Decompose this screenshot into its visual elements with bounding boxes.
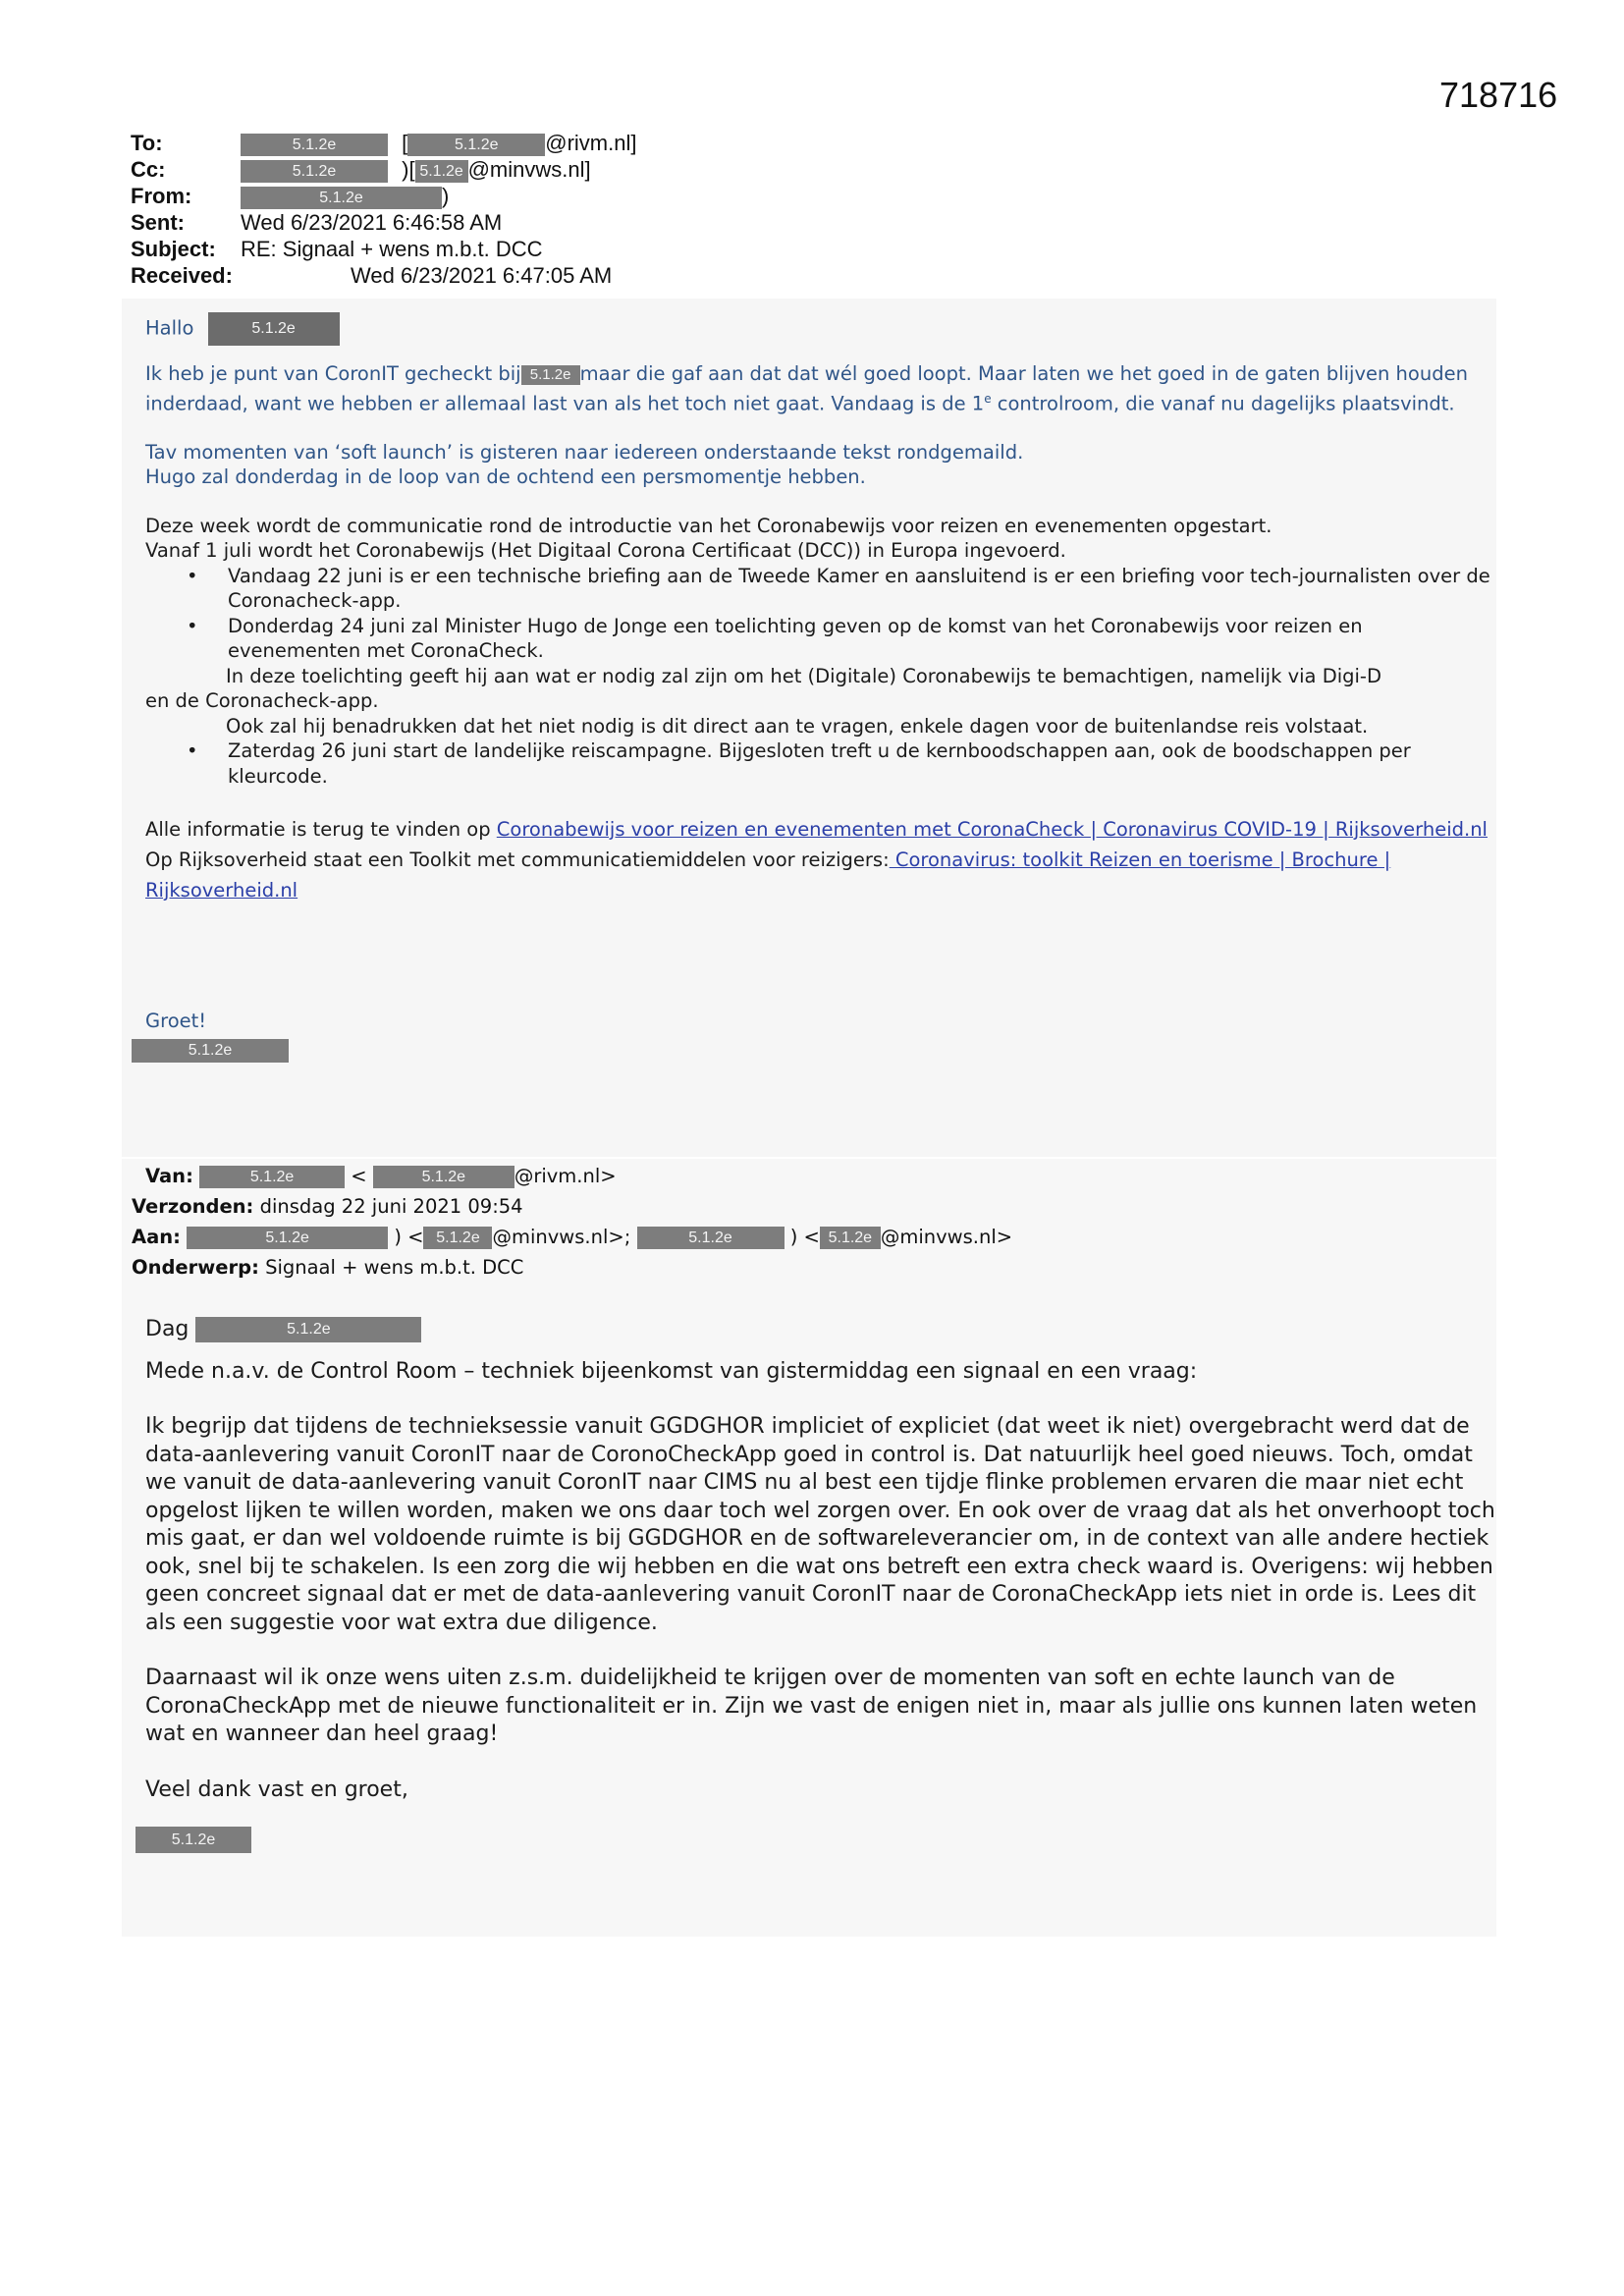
reply-closing: Groet! xyxy=(145,1010,207,1032)
onderwerp-value: Signaal + wens m.b.t. DCC xyxy=(265,1256,524,1279)
redaction-box: 5.1.2e xyxy=(241,187,442,209)
sent-value: Wed 6/23/2021 6:46:58 AM xyxy=(241,210,503,235)
subject-value: RE: Signaal + wens m.b.t. DCC xyxy=(241,237,543,261)
toolkit-link[interactable]: Coronavirus: toolkit Reizen en toerisme | Brochure | Rijksoverheid.nl xyxy=(145,848,1391,902)
redaction-box: 5.1.2e xyxy=(132,1039,289,1063)
verzonden-value: dinsdag 22 juni 2021 09:54 xyxy=(259,1195,523,1218)
redaction-box: 5.1.2e xyxy=(637,1227,785,1249)
to-label: To: xyxy=(131,131,163,155)
toolkit-line: Op Rijksoverheid staat een Toolkit met communicatiemiddelen voor reizigers: Coronavirus: toolkit Reizen en toerisme | Brochure | Rijksoverheid.nl xyxy=(145,848,1391,902)
bullet-item-3: • Zaterdag 26 juni start de landelijke reiscampagne. Bijgesloten treft u de kernboodschappen aan, ook de boodschappen per kleurcode. xyxy=(187,739,1411,788)
original-paragraph-3: Daarnaast wil ik onze wens uiten z.s.m. duidelijkheid te krijgen over de momenten van soft en echte launch van de CoronaCheckApp met de nieuwe functionaliteit er in. Zijn we vast de enigen niet in, maar als jullie ons kunnen laten weten wat en wanneer dan heel graag! xyxy=(145,1666,1478,1746)
redaction-box: 5.1.2e xyxy=(423,1227,492,1249)
original-greeting: Dag xyxy=(145,1317,189,1341)
from-suffix: ) xyxy=(442,184,450,208)
redaction-box: 5.1.2e xyxy=(187,1227,388,1249)
reply-greeting: Hallo xyxy=(145,316,194,340)
onderwerp-label: Onderwerp: xyxy=(132,1256,259,1279)
quoted-announcement xyxy=(145,514,1490,906)
document-number: 718716 xyxy=(1439,75,1558,115)
received-value: Wed 6/23/2021 6:47:05 AM xyxy=(351,263,613,288)
announcement-intro-1: Deze week wordt de communicatie rond de introductie van het Coronabewijs voor reizen en evenementen opgestart. xyxy=(145,514,1272,537)
aan-domain-1: @minvws.nl>; xyxy=(492,1226,631,1248)
van-label: Van: xyxy=(145,1165,193,1187)
received-label: Received: xyxy=(131,263,233,288)
from-label: From: xyxy=(131,184,192,208)
van-row: Van: 5.1.2e < 5.1.2e @rivm.nl> xyxy=(145,1165,617,1187)
reply-paragraph-2-line-2: Hugo zal donderdag in de loop van de ochtend een persmomentje hebben. xyxy=(145,465,866,488)
aan-domain-2: @minvws.nl> xyxy=(880,1226,1013,1248)
info-line: Alle informatie is terug te vinden op Coronabewijs voor reizen en evenementen met CoronaCheck | Coronavirus COVID-19 | Rijksoverheid.nl xyxy=(145,818,1488,841)
original-paragraph-2: Ik begrijp dat tijdens de technieksessie vanuit GGDGHOR impliciet of expliciet (dat weet ik niet) overgebracht werd dat de data-aanlevering vanuit CoronIT naar de CoronoCheckApp goed in control is. Dat natuurlijk heel goed nieuws. Toch, omdat we vanuit de data-aanlevering vanuit CoronIT naar CIMS nu al best een tijdje flinke problemen ervaren die maar niet echt opgelost lijken te willen worden, maken we ons daar toch wel zorgen over. En ook over de vraag dat als het onverhoopt toch mis gaat, er dan wel voldoende ruimte is bij GGDGHOR en de softwareleverancier om, in de context van alle andere hectiek ook, snel bij te schakelen. Is een zorg die wij hebben en die wat ons betreft een extra check waard is. Overigens: wij hebben geen concreet signaal dat er met de data-aanlevering vanuit CoronIT naar de CoronaCheckApp iets niet in orde is. Lees dit als een suggestie voor wat extra due diligence. xyxy=(145,1414,1495,1635)
cc-label: Cc: xyxy=(131,157,166,182)
redaction-box: 5.1.2e xyxy=(241,134,388,156)
redaction-box: 5.1.2e xyxy=(521,365,580,385)
redaction-box: 5.1.2e xyxy=(407,134,545,156)
aan-label: Aan: xyxy=(132,1226,181,1248)
redaction-box: 5.1.2e xyxy=(135,1827,251,1853)
reply-paragraph-1: Ik heb je punt van CoronIT gecheckt bij 5.1.2e maar die gaf aan dat dat wél goed loopt. Maar laten we het goed in de gaten blijven houden inderdaad, want we hebben er allemaal last van als het toch niet gaat. Vandaag is de 1e controlroom, die vanaf nu dagelijks plaatsvindt. xyxy=(145,362,1468,414)
reply-body xyxy=(145,312,1490,1063)
bullet-2-continuation-1b: en de Coronacheck-app. xyxy=(145,689,379,712)
info-link[interactable]: Coronabewijs voor reizen en evenementen met CoronaCheck | Coronavirus COVID-19 | Rijksoverheid.nl xyxy=(496,818,1488,841)
aan-row: Aan: 5.1.2e ) < 5.1.2e @minvws.nl>; 5.1.2e ) < 5.1.2e @minvws.nl> xyxy=(132,1226,1013,1248)
subject-label: Subject: xyxy=(131,237,216,261)
redaction-box: 5.1.2e xyxy=(373,1166,514,1188)
bullet-icon: • xyxy=(187,564,198,587)
bullet-2-continuation-2: Ook zal hij benadrukken dat het niet nodig is dit direct aan te vragen, enkele dagen voor de buitenlandse reis volstaat. xyxy=(226,714,1369,738)
cc-domain: @minvws.nl] xyxy=(467,157,591,182)
bullet-icon: • xyxy=(187,614,198,637)
redaction-box: 5.1.2e xyxy=(415,160,468,183)
bullet-item-2: • Donderdag 24 juni zal Minister Hugo de Jonge een toelichting geven op de komst van het Coronabewijs voor reizen en evenementen met CoronaCheck. xyxy=(187,614,1363,662)
onderwerp-row xyxy=(132,1252,1012,1283)
reply-paragraph-2-line-1: Tav momenten van ‘soft launch’ is gisteren naar iedereen onderstaande tekst rondgemaild. xyxy=(145,440,1024,464)
to-domain: @rivm.nl] xyxy=(545,131,637,155)
redaction-box: 5.1.2e xyxy=(241,160,388,183)
original-message-body xyxy=(145,1316,1500,1854)
announcement-intro-2: Vanaf 1 juli wordt het Coronabewijs (Het Digitaal Corona Certificaat (DCC)) in Europa ingevoerd. xyxy=(145,539,1066,562)
redaction-box: 5.1.2e xyxy=(820,1227,881,1249)
original-paragraph-1: Mede n.a.v. de Control Room – techniek bijeenkomst van gistermiddag een signaal en een vraag: xyxy=(145,1358,1198,1384)
redaction-box: 5.1.2e xyxy=(195,1317,421,1342)
bullet-item-1: • Vandaag 22 juni is er een technische briefing aan de Tweede Kamer en aansluitend is er een briefing voor tech-journalisten over de Coronacheck-app. xyxy=(187,564,1490,612)
original-message-header xyxy=(132,1161,1012,1283)
sent-label: Sent: xyxy=(131,210,185,235)
redaction-box: 5.1.2e xyxy=(208,312,340,346)
van-domain: @rivm.nl> xyxy=(514,1165,617,1187)
bullet-icon: • xyxy=(187,739,198,762)
verzonden-label: Verzonden: xyxy=(132,1195,254,1218)
redaction-box: 5.1.2e xyxy=(199,1166,345,1188)
bullet-2-continuation-1: In deze toelichting geeft hij aan wat er nodig zal zijn om het (Digitale) Coronabewijs te bemachtigen, namelijk via Digi-D xyxy=(226,664,1381,687)
verzonden-row xyxy=(132,1191,1012,1222)
original-closing: Veel dank vast en groet, xyxy=(145,1777,408,1802)
